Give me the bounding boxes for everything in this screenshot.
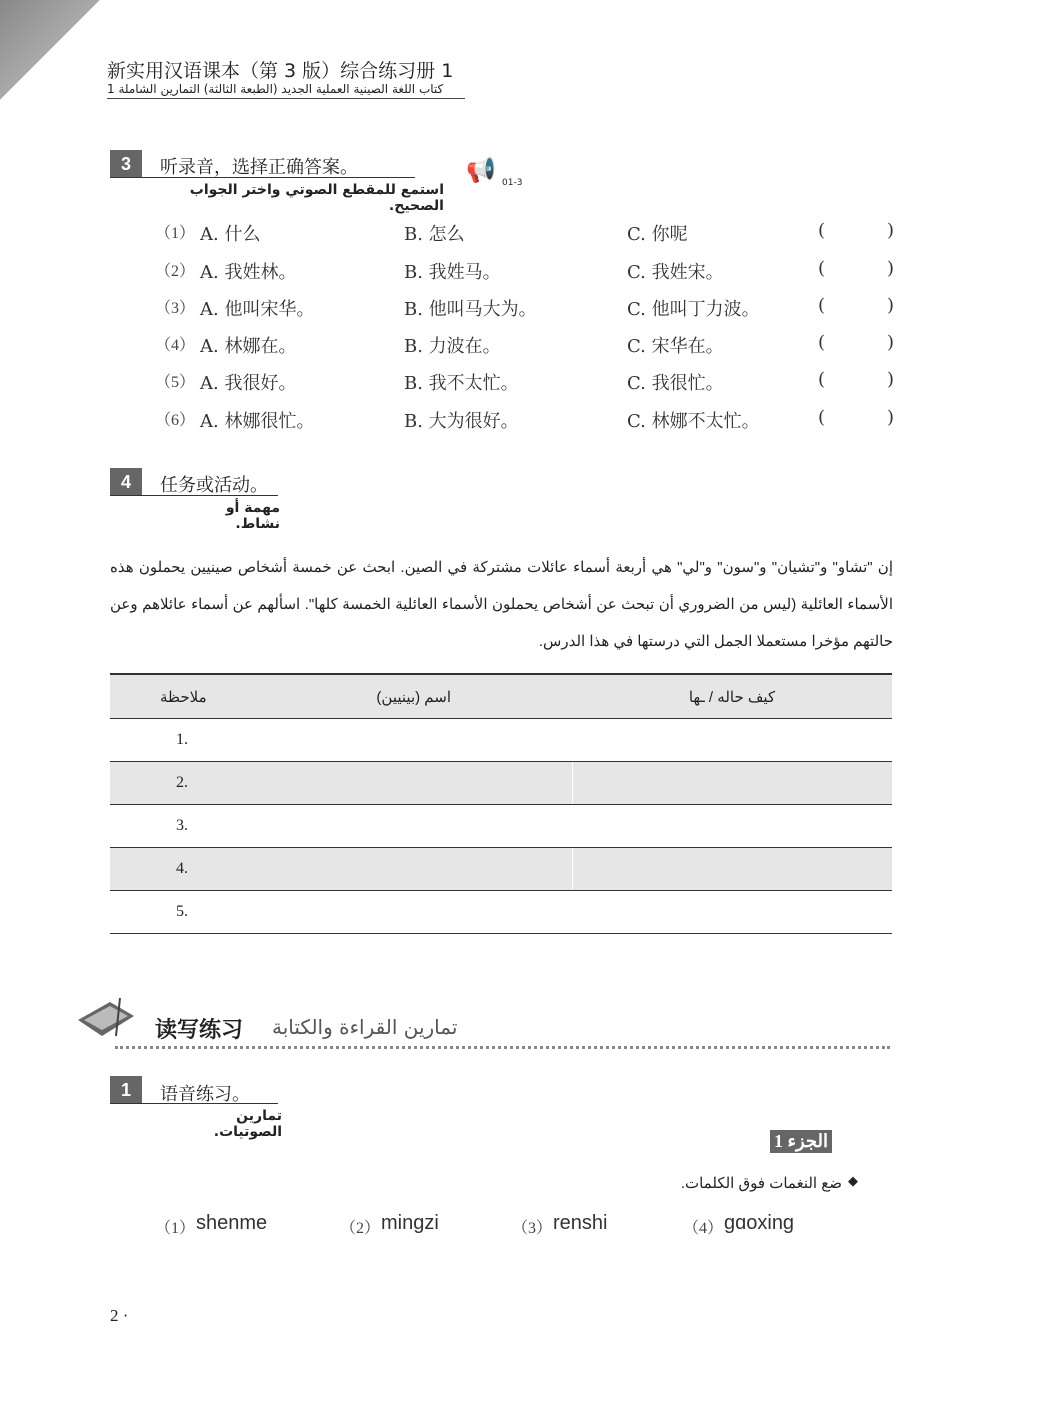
reading-title-ar: تمارين القراءة والكتابة xyxy=(272,1015,458,1039)
option-n: （5） xyxy=(155,374,196,391)
option-n: （2） xyxy=(155,263,196,280)
header-subtitle: كتاب اللغة الصينية العملية الجديد (الطبعة الثالثة) التمارين الشاملة 1 xyxy=(107,82,465,99)
instruction: ضع النغمات فوق الكلمات. xyxy=(680,1175,842,1192)
answer-blank[interactable]: ( ) xyxy=(818,295,894,316)
col-name: اسم (بينيين) xyxy=(376,688,451,706)
book-pen-icon xyxy=(76,996,140,1044)
table-row: 4. xyxy=(110,848,892,891)
table-header xyxy=(110,674,892,719)
option-b[interactable]: B. 我姓马。 xyxy=(404,262,501,283)
table-row: 3. xyxy=(110,805,892,848)
option-n: （1） xyxy=(155,225,196,242)
option-a[interactable]: A. 我很好。 xyxy=(200,373,297,394)
option-a[interactable]: A. 他叫宋华。 xyxy=(200,299,315,320)
option-n: （6） xyxy=(155,412,196,429)
item-number: （2） xyxy=(340,1220,381,1237)
pinyin-word: gɑoxing xyxy=(724,1212,795,1234)
option-n: （3） xyxy=(155,300,196,317)
item-number: （1） xyxy=(155,1220,196,1237)
section-title: 任务或活动。 xyxy=(160,475,268,496)
option-c[interactable]: C. 他叫丁力波。 xyxy=(627,299,760,320)
col-status: كيف حاله / ـها xyxy=(572,674,892,719)
option-b[interactable]: B. 大为很好。 xyxy=(404,411,519,432)
col-note: ملاحظة xyxy=(160,688,207,706)
header-title: 新实用汉语课本（第 3 版）综合练习册 1 xyxy=(107,60,454,82)
option-b[interactable]: B. 怎么 xyxy=(404,224,465,245)
reading-title: 读写练习 xyxy=(155,1018,244,1043)
table-row: 1. xyxy=(110,719,892,762)
section-title: 听录音，选择正确答案。 xyxy=(160,157,358,178)
table-row: 2. xyxy=(110,762,892,805)
dotted-divider xyxy=(115,1046,890,1049)
option-a[interactable]: A. 我姓林。 xyxy=(200,262,297,283)
answer-blank[interactable]: ( ) xyxy=(818,332,894,353)
option-c[interactable]: C. 我很忙。 xyxy=(627,373,724,394)
option-a[interactable]: A. 林娜在。 xyxy=(200,336,297,357)
item-number: （3） xyxy=(512,1220,553,1237)
audio-track: 01-3 xyxy=(502,178,523,188)
section-number: 1 xyxy=(110,1076,142,1104)
part-label: الجزء 1 xyxy=(770,1130,832,1153)
option-a[interactable]: A. 林娜很忙。 xyxy=(200,411,315,432)
section-number: 4 xyxy=(110,468,142,496)
section-subtitle: تمارين الصوتيات. xyxy=(213,1108,282,1140)
pinyin-word: shenme xyxy=(196,1212,268,1234)
option-b[interactable]: B. 我不太忙。 xyxy=(404,373,519,394)
pinyin-word: mingzi xyxy=(381,1212,439,1234)
section-number: 3 xyxy=(110,150,142,178)
option-c[interactable]: C. 林娜不太忙。 xyxy=(627,411,760,432)
section-subtitle: مهمة أو نشاط. xyxy=(225,500,280,532)
option-b[interactable]: B. 力波在。 xyxy=(404,336,501,357)
answer-blank[interactable]: ( ) xyxy=(818,407,894,428)
section-title: 语音练习。 xyxy=(160,1084,250,1105)
instructions-paragraph: إن "تشاو" و"تشيان" و"سون" و"لي" هي أربعة أسماء عائلات مشتركة في الصين. ابحث عن خمسة أشخاص صينيين يحملون هذه الأسماء العائلية (ليس من الضروري أن تبحث عن أشخاص يحملون الأسماء العائلية الخمسة كلها". اسألهم عن أسماء عائلاهم وعن حالتهم مؤخرا مستعملا الجمل التي درستها في هذا الدرس. xyxy=(110,559,893,650)
item-number: （4） xyxy=(683,1220,724,1237)
speaker-icon[interactable]: 📢 xyxy=(466,156,496,184)
option-c[interactable]: C. 我姓宋。 xyxy=(627,262,724,283)
option-b[interactable]: B. 他叫马大为。 xyxy=(404,299,537,320)
answer-blank[interactable]: ( ) xyxy=(818,220,894,241)
answer-blank[interactable]: ( ) xyxy=(818,369,894,390)
section-subtitle: استمع للمقطع الصوتي واختر الجواب الصحيح. xyxy=(189,182,444,214)
survey-table xyxy=(110,673,892,934)
corner-decoration xyxy=(0,0,100,100)
page-number: 2 · xyxy=(110,1306,129,1325)
option-n: （4） xyxy=(155,337,196,354)
option-a[interactable]: A. 什么 xyxy=(200,224,261,245)
table-row: 5. xyxy=(110,891,892,934)
bullet-diamond-icon: ◆ xyxy=(848,1174,858,1189)
answer-blank[interactable]: ( ) xyxy=(818,258,894,279)
option-c[interactable]: C. 你呢 xyxy=(627,224,688,245)
option-c[interactable]: C. 宋华在。 xyxy=(627,336,724,357)
pinyin-word: renshi xyxy=(553,1212,608,1234)
